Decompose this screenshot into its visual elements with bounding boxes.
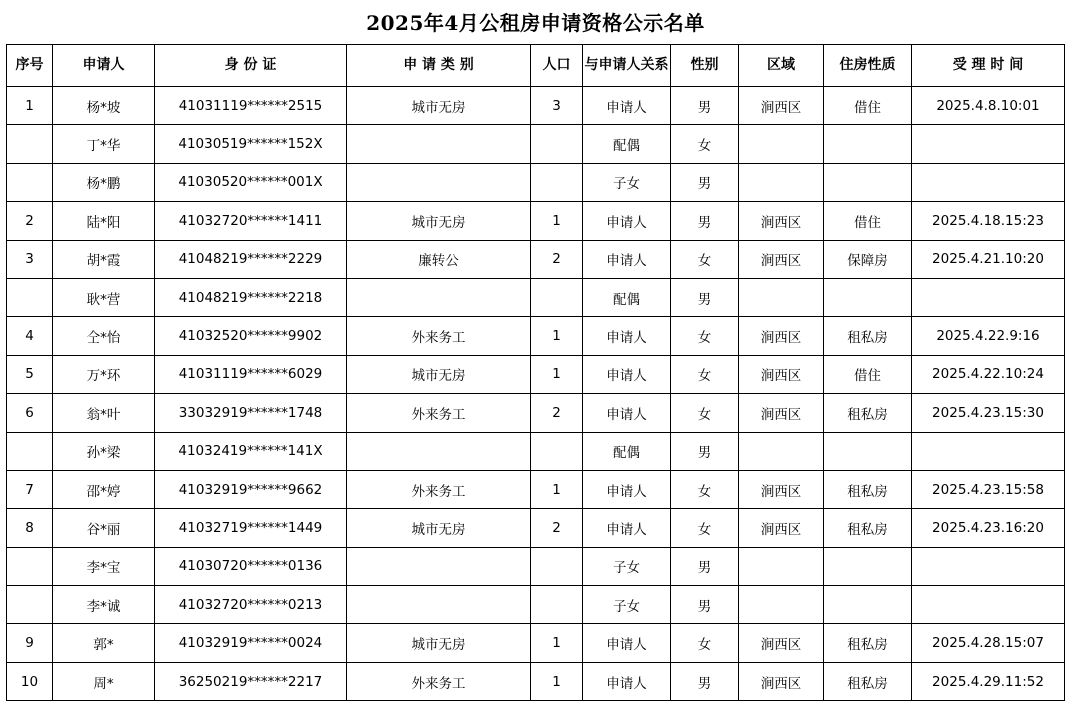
cell-applicant: 仝*怡 xyxy=(53,317,155,355)
table-row xyxy=(7,163,1065,201)
cell-housing: 租私房 xyxy=(824,317,912,355)
cell-relation: 配偶 xyxy=(583,278,671,316)
cell-applicant: 邵*婷 xyxy=(53,470,155,508)
cell-id-card: 41030520******001X xyxy=(155,163,347,201)
cell-applicant: 孙*梁 xyxy=(53,432,155,470)
cell-household xyxy=(531,163,583,201)
cell-seq: 8 xyxy=(7,509,53,547)
cell-seq xyxy=(7,278,53,316)
cell-relation: 申请人 xyxy=(583,509,671,547)
table-row xyxy=(7,125,1065,163)
cell-housing: 租私房 xyxy=(824,662,912,700)
cell-category: 外来务工 xyxy=(347,394,531,432)
cell-seq: 6 xyxy=(7,394,53,432)
cell-seq: 2 xyxy=(7,202,53,240)
cell-applicant: 李*诚 xyxy=(53,586,155,624)
cell-applicant: 耿*营 xyxy=(53,278,155,316)
table-body xyxy=(7,87,1065,701)
cell-applicant: 谷*丽 xyxy=(53,509,155,547)
cell-relation: 配偶 xyxy=(583,125,671,163)
cell-applicant: 杨*鹏 xyxy=(53,163,155,201)
cell-time: 2025.4.29.11:52 xyxy=(912,662,1065,700)
cell-district: 涧西区 xyxy=(739,202,824,240)
cell-time xyxy=(912,163,1065,201)
cell-applicant: 郭* xyxy=(53,624,155,662)
cell-household xyxy=(531,432,583,470)
cell-category: 城市无房 xyxy=(347,624,531,662)
cell-time xyxy=(912,278,1065,316)
cell-id-card: 41048219******2229 xyxy=(155,240,347,278)
cell-gender: 男 xyxy=(671,87,739,125)
header-household: 人口 xyxy=(531,45,583,87)
cell-gender: 女 xyxy=(671,355,739,393)
header-district: 区域 xyxy=(739,45,824,87)
header-category: 申 请 类 别 xyxy=(347,45,531,87)
cell-gender: 女 xyxy=(671,624,739,662)
cell-category xyxy=(347,432,531,470)
cell-category: 城市无房 xyxy=(347,87,531,125)
cell-time xyxy=(912,125,1065,163)
cell-seq xyxy=(7,547,53,585)
cell-relation: 申请人 xyxy=(583,662,671,700)
cell-id-card: 41031119******6029 xyxy=(155,355,347,393)
cell-category xyxy=(347,163,531,201)
cell-gender: 男 xyxy=(671,163,739,201)
cell-relation: 配偶 xyxy=(583,432,671,470)
cell-household: 1 xyxy=(531,355,583,393)
cell-category: 外来务工 xyxy=(347,470,531,508)
cell-housing: 借住 xyxy=(824,87,912,125)
cell-applicant: 胡*霞 xyxy=(53,240,155,278)
cell-seq: 4 xyxy=(7,317,53,355)
header-gender: 性别 xyxy=(671,45,739,87)
header-relation: 与申请人关系 xyxy=(583,45,671,87)
table-row xyxy=(7,317,1065,355)
cell-applicant: 陆*阳 xyxy=(53,202,155,240)
cell-time xyxy=(912,547,1065,585)
cell-time: 2025.4.8.10:01 xyxy=(912,87,1065,125)
cell-district: 涧西区 xyxy=(739,240,824,278)
header-id-card: 身 份 证 xyxy=(155,45,347,87)
cell-id-card: 41032720******1411 xyxy=(155,202,347,240)
cell-relation: 申请人 xyxy=(583,87,671,125)
cell-time: 2025.4.28.15:07 xyxy=(912,624,1065,662)
cell-housing xyxy=(824,125,912,163)
cell-category: 城市无房 xyxy=(347,355,531,393)
cell-household: 2 xyxy=(531,509,583,547)
cell-id-card: 41030519******152X xyxy=(155,125,347,163)
cell-gender: 女 xyxy=(671,317,739,355)
cell-housing: 借住 xyxy=(824,355,912,393)
cell-district: 涧西区 xyxy=(739,470,824,508)
cell-id-card: 41032919******0024 xyxy=(155,624,347,662)
cell-time: 2025.4.22.10:24 xyxy=(912,355,1065,393)
table-row xyxy=(7,202,1065,240)
cell-id-card: 33032919******1748 xyxy=(155,394,347,432)
cell-seq xyxy=(7,163,53,201)
cell-gender: 男 xyxy=(671,202,739,240)
cell-category xyxy=(347,547,531,585)
table-row xyxy=(7,87,1065,125)
cell-household: 2 xyxy=(531,394,583,432)
header-time: 受 理 时 间 xyxy=(912,45,1065,87)
cell-seq: 10 xyxy=(7,662,53,700)
cell-seq xyxy=(7,586,53,624)
cell-district: 涧西区 xyxy=(739,662,824,700)
table-row xyxy=(7,394,1065,432)
cell-category: 外来务工 xyxy=(347,317,531,355)
cell-household xyxy=(531,586,583,624)
cell-household: 1 xyxy=(531,317,583,355)
cell-id-card: 41031119******2515 xyxy=(155,87,347,125)
table-row xyxy=(7,470,1065,508)
cell-time: 2025.4.21.10:20 xyxy=(912,240,1065,278)
cell-seq xyxy=(7,125,53,163)
cell-district: 涧西区 xyxy=(739,87,824,125)
cell-relation: 申请人 xyxy=(583,470,671,508)
cell-district xyxy=(739,432,824,470)
cell-id-card: 41032419******141X xyxy=(155,432,347,470)
cell-household xyxy=(531,125,583,163)
cell-gender: 男 xyxy=(671,278,739,316)
cell-housing: 借住 xyxy=(824,202,912,240)
cell-gender: 女 xyxy=(671,240,739,278)
table-row xyxy=(7,586,1065,624)
cell-applicant: 万*环 xyxy=(53,355,155,393)
cell-time: 2025.4.23.15:58 xyxy=(912,470,1065,508)
cell-id-card: 41032720******0213 xyxy=(155,586,347,624)
header-applicant: 申请人 xyxy=(53,45,155,87)
cell-relation: 申请人 xyxy=(583,240,671,278)
cell-household: 3 xyxy=(531,87,583,125)
cell-category: 廉转公 xyxy=(347,240,531,278)
cell-district: 涧西区 xyxy=(739,394,824,432)
cell-relation: 子女 xyxy=(583,163,671,201)
cell-id-card: 41030720******0136 xyxy=(155,547,347,585)
cell-relation: 申请人 xyxy=(583,394,671,432)
cell-time: 2025.4.18.15:23 xyxy=(912,202,1065,240)
header-row xyxy=(7,45,1065,87)
cell-time xyxy=(912,586,1065,624)
cell-household: 1 xyxy=(531,470,583,508)
cell-id-card: 36250219******2217 xyxy=(155,662,347,700)
cell-relation: 申请人 xyxy=(583,317,671,355)
cell-district: 涧西区 xyxy=(739,509,824,547)
cell-housing: 租私房 xyxy=(824,470,912,508)
cell-id-card: 41032520******9902 xyxy=(155,317,347,355)
table-row xyxy=(7,509,1065,547)
cell-time: 2025.4.23.16:20 xyxy=(912,509,1065,547)
cell-gender: 女 xyxy=(671,394,739,432)
cell-relation: 申请人 xyxy=(583,355,671,393)
cell-gender: 男 xyxy=(671,586,739,624)
cell-district: 涧西区 xyxy=(739,624,824,662)
cell-applicant: 杨*坡 xyxy=(53,87,155,125)
page-title: 2025年4月公租房申请资格公示名单 xyxy=(366,11,705,35)
cell-housing: 租私房 xyxy=(824,394,912,432)
cell-time: 2025.4.23.15:30 xyxy=(912,394,1065,432)
cell-seq: 1 xyxy=(7,87,53,125)
cell-applicant: 丁*华 xyxy=(53,125,155,163)
cell-district xyxy=(739,278,824,316)
cell-relation: 申请人 xyxy=(583,624,671,662)
header-seq: 序号 xyxy=(7,45,53,87)
cell-household xyxy=(531,278,583,316)
cell-category: 城市无房 xyxy=(347,509,531,547)
header-housing: 住房性质 xyxy=(824,45,912,87)
table-row xyxy=(7,240,1065,278)
cell-district xyxy=(739,163,824,201)
cell-district: 涧西区 xyxy=(739,317,824,355)
cell-id-card: 41032919******9662 xyxy=(155,470,347,508)
cell-time: 2025.4.22.9:16 xyxy=(912,317,1065,355)
cell-id-card: 41048219******2218 xyxy=(155,278,347,316)
cell-district xyxy=(739,547,824,585)
cell-housing: 租私房 xyxy=(824,509,912,547)
cell-gender: 男 xyxy=(671,662,739,700)
cell-household: 2 xyxy=(531,240,583,278)
cell-relation: 子女 xyxy=(583,547,671,585)
cell-gender: 女 xyxy=(671,509,739,547)
cell-category xyxy=(347,278,531,316)
cell-seq: 9 xyxy=(7,624,53,662)
cell-gender: 男 xyxy=(671,547,739,585)
table-row xyxy=(7,278,1065,316)
cell-housing xyxy=(824,547,912,585)
cell-household: 1 xyxy=(531,624,583,662)
cell-seq: 5 xyxy=(7,355,53,393)
cell-housing xyxy=(824,163,912,201)
cell-applicant: 周* xyxy=(53,662,155,700)
cell-time xyxy=(912,432,1065,470)
cell-household: 1 xyxy=(531,202,583,240)
table-row xyxy=(7,355,1065,393)
cell-category xyxy=(347,586,531,624)
cell-housing xyxy=(824,432,912,470)
cell-category: 外来务工 xyxy=(347,662,531,700)
cell-district xyxy=(739,125,824,163)
cell-district xyxy=(739,586,824,624)
cell-gender: 女 xyxy=(671,125,739,163)
cell-applicant: 翁*叶 xyxy=(53,394,155,432)
cell-applicant: 李*宝 xyxy=(53,547,155,585)
cell-seq: 3 xyxy=(7,240,53,278)
cell-district: 涧西区 xyxy=(739,355,824,393)
cell-category xyxy=(347,125,531,163)
cell-housing xyxy=(824,586,912,624)
cell-housing: 租私房 xyxy=(824,624,912,662)
table-row xyxy=(7,624,1065,662)
cell-relation: 子女 xyxy=(583,586,671,624)
table-row xyxy=(7,662,1065,700)
cell-seq xyxy=(7,432,53,470)
cell-relation: 申请人 xyxy=(583,202,671,240)
cell-id-card: 41032719******1449 xyxy=(155,509,347,547)
cell-category: 城市无房 xyxy=(347,202,531,240)
cell-seq: 7 xyxy=(7,470,53,508)
cell-household: 1 xyxy=(531,662,583,700)
cell-housing: 保障房 xyxy=(824,240,912,278)
cell-gender: 女 xyxy=(671,470,739,508)
cell-housing xyxy=(824,278,912,316)
cell-gender: 男 xyxy=(671,432,739,470)
applicant-table xyxy=(6,44,1065,701)
table-row xyxy=(7,432,1065,470)
table-row xyxy=(7,547,1065,585)
cell-household xyxy=(531,547,583,585)
